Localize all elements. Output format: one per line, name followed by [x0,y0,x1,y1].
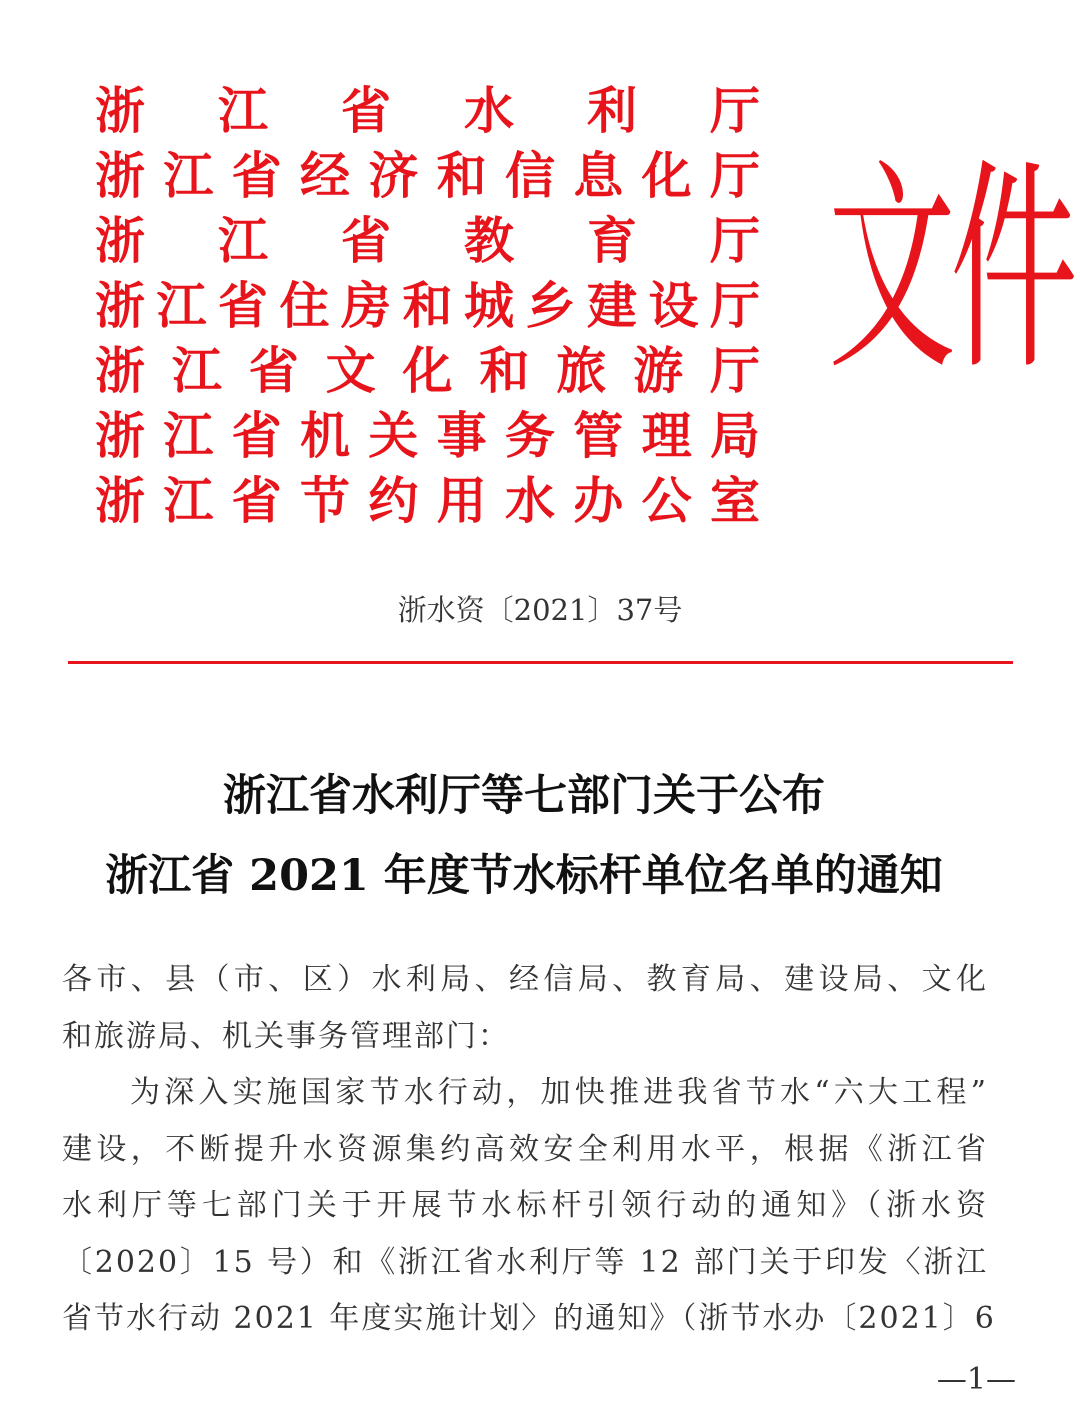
body-line: 和旅游局、机关事务管理部门： [62,1018,510,1054]
agency-name: 浙 江 省 文 化 和 旅 游 厅 [95,341,760,400]
red-divider [68,661,1013,664]
document-title-line1: 浙江省水利厅等七部门关于公布 [223,771,825,821]
body-line: 为深入实施国家节水行动，加快推进我省节水“六大工程” [130,1075,988,1110]
body-line: 省节水行动 2021 年度实施计划〉的通知》（浙节水办〔2021〕6 [62,1301,996,1336]
agency-name: 浙 江 省 机 关 事 务 管 理 局 [95,406,760,465]
agency-name: 浙 江 省 节 约 用 水 办 公 室 [95,471,760,530]
document-number: 浙水资〔2021〕37号 [397,593,683,627]
agency-name: 浙 江 省 教 育 厅 [95,211,760,270]
document-body [62,952,996,1348]
agency-name: 浙 江 省 经 济 和 信 息 化 厅 [95,146,760,205]
document-title-line2: 浙江省 2021 年度节水标杆单位名单的通知 [105,851,943,901]
agency-name: 浙 江 省 水 利 厅 [95,81,760,140]
agency-name: 浙 江 省 住 房 和 城 乡 建 设 厅 [95,276,760,335]
body-line: 各市、县（市、区）水利局、经信局、教育局、建设局、文化 [62,962,988,997]
body-line: 水利厅等七部门关于开展节水标杆引领行动的通知》（浙水资 [62,1188,988,1223]
document-label: 文件 [828,140,1073,402]
body-line: 〔2020〕15 号）和《浙江省水利厅等 12 部门关于印发〈浙江 [62,1244,988,1280]
issuing-agencies [95,78,760,533]
page-number: —1— [936,1362,1016,1397]
body-line: 建设，不断提升水资源集约高效安全利用水平，根据《浙江省 [62,1131,988,1167]
